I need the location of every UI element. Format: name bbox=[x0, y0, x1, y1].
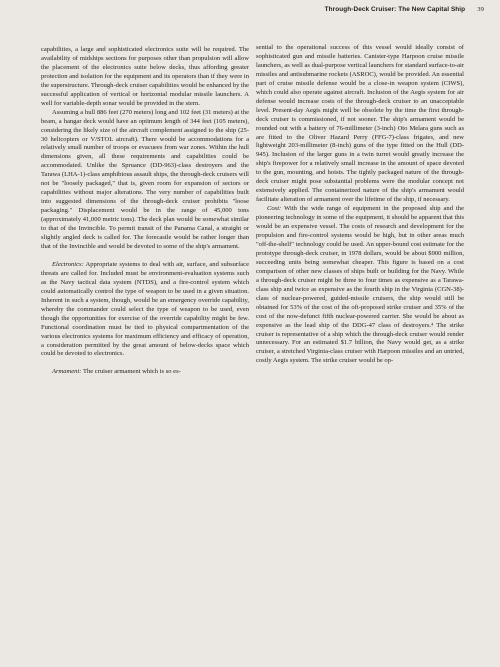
paragraph-armament-start bbox=[41, 368, 249, 377]
runin-electronics: Electronics: bbox=[52, 260, 84, 268]
runin-armament: Armament: bbox=[52, 368, 82, 376]
cost-text: With the wide range of equipment in the proposed ship and the pioneering technology in some of the equipment, it should be apparent that this would be an expensive vessel. The costs of research and development for the propulsion and fire-control systems would be high, but in other areas much "off-the-shelf" technology could be used. An upper-bound cost estimate for the prototype through-deck cruiser, in 1978 dollars, would be about $900 million, succeeding units being somewhat cheaper. This figure is based on a cost comparison of other new classes of ships built or building for the Navy. While a through-deck cruiser might be three to four times as expensive as a Tarawa-class ship and twice as expensive as the fourth ship in the Virginia (CGN-38)-class of nuclear-powered, guided-missile cruisers, the ship would still be obtained for 53% of the cost of the oft-proposed strike cruiser and 35% of the cost of the now-defunct fifth nuclear-powered carrier. She would be about as expensive as the lead ship of the DDG-47 class of destroyers.⁴ The strike cruiser is representative of a ship which the through-deck cruiser would render unnecessary. For an estimated $1.7 billion, the Navy would get, as a strike cruiser, a stretched Virginia-class cruiser with Harpoon missiles and an untried, costly Aegis system. The strike cruiser would be op- bbox=[256, 205, 464, 365]
right-column bbox=[256, 44, 464, 665]
left-column bbox=[41, 46, 249, 665]
running-header bbox=[30, 6, 484, 18]
paragraph-cost bbox=[256, 205, 464, 366]
paragraph-hull-dimensions: Assuming a hull 886 feet (270 meters) long and 102 feet (31 meters) at the beam, a hangar deck would have an optimum length of 344 feet (105 meters), considering the likely size of the aircraft complement assigned to the ship (25-30 helicopters or V/STOL aircraft). There would be accommodations for a relatively small number of troops or evacuees from war zones. Within the hull dimensions given, all these requirements and capabilities could be accommodated. Unlike the Spruance (DD-963)-class destroyers and the Tarawa (LHA-1)-class amphibious assault ships, the through-deck cruisers will not be "loosely packaged," that is, given room for expansion of sectors or capabilities without major alterations. The very number of capabilities built into suggested dimensions of the through-deck cruiser prohibits "loose packaging." Displacement would be in the range of 45,000 tons (approximately 41,000 metric tons). The deck plan would be somewhat similar to that of the Invincible. To permit transit of the Panama Canal, a straight or slightly angled deck is called for. The forecastle would be rather longer than that of the Invincible and would be devoted to some of the ship's armament. bbox=[41, 108, 249, 250]
page-number: 39 bbox=[477, 6, 484, 13]
runin-cost: Cost: bbox=[267, 205, 282, 213]
running-title: Through-Deck Cruiser: The New Capital Ship bbox=[324, 6, 466, 13]
paragraph-electronics-suite: capabilities, a large and sophisticated electronics suite will be required. The availability of midships sections for purposes other than propulsion will allow the placement of the electronics suite below decks, thus affording greater protection and isolation for the equipment and its operators than if they were in the superstructure. Through-deck cruiser capabilities would be enhanced by the successful application of vertical or horizontal modular missile launchers. A well for variable-depth sonar would be provided in the stern. bbox=[41, 46, 249, 107]
electronics-text: Appropriate systems to deal with air, surface, and subsurface threats are called for. Included must be environment-evaluation systems such as the Navy tactical data system (NTDS), and a fire-control system which could automatically control the type of weapon to be used in a given situation. Inherent in such a system, though, would be an emergency override capability, whereby the commander could select the type of weapon to be used, even though the opportunities for exercise of the override capability might be few. Functional coordination must be tied to physical compartmentation of the various electronics systems for maximum efficiency and efficacy of operation, a consideration permitted by the great amount of below-decks space which could be devoted to electronics. bbox=[41, 260, 249, 358]
paragraph-electronics bbox=[41, 261, 249, 359]
armament-text: The cruiser armament which is so es- bbox=[81, 368, 181, 376]
paragraph-armament-continued: sential to the operational success of this vessel would ideally consist of sophisticated gun and missile batteries. Canister-type Harpoon cruise missile launchers, as well as dual-purpose vertical launchers for standard surface-to-air missiles and antisubmarine rockets (ASROC), would be provided. An essential part of cruise missile defense would be a close-in weapon system (CIWS), which could also operate against aircraft. Inclusion of the Aegis system for air defense would increase costs of the through-deck cruiser to an unacceptable level. Present-day Aegis might well be obsolete by the time the first through-deck cruiser is commissioned, if not sooner. The ship's armament would be rounded out with a battery of 76-millimeter (3-inch) Oto Melara guns such as are fitted to the Oliver Hazard Perry (FFG-7)-class frigates, and new lightweight 203-millimeter (8-inch) guns of the type fitted on the Hull (DD-945). Inclusion of the larger guns in a twin turret would greatly increase the ship's firepower for a relatively small increase in the amount of space devoted to the gun, mounting, and hoists. The tightly packaged nature of the through-deck cruiser might pose substantial problems were the modular concept not extensively applied. The containerized nature of the ship's armament would facilitate alteration of armament over the lifetime of the ship, if necessary. bbox=[256, 44, 464, 204]
